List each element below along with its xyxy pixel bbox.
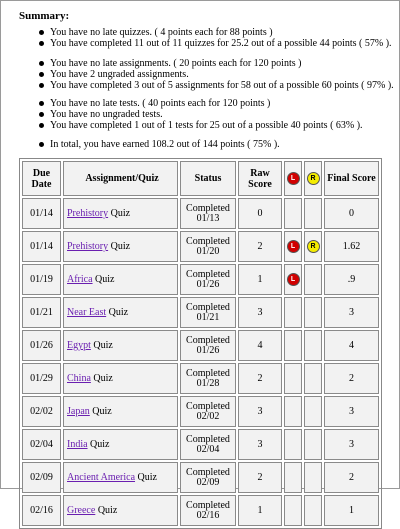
due-date-cell: 02/02	[22, 396, 61, 427]
final-score-cell: 2	[324, 462, 379, 493]
due-date-cell: 01/14	[22, 231, 61, 262]
assignment-type: Quiz	[93, 373, 113, 384]
resubmit-cell	[304, 198, 322, 229]
assignment-cell	[63, 264, 178, 295]
grades-table-body	[22, 198, 379, 526]
header-status: Status	[180, 161, 236, 196]
table-row	[22, 297, 379, 328]
table-row	[22, 396, 379, 427]
raw-score-cell: 2	[238, 363, 282, 394]
table-row	[22, 429, 379, 460]
status-text: Completed	[186, 433, 230, 445]
status-date: 01/20	[196, 245, 220, 257]
status-cell	[180, 495, 236, 526]
table-row	[22, 495, 379, 526]
resubmit-cell	[304, 462, 322, 493]
header-assignment: Assignment/Quiz	[63, 161, 178, 196]
late-cell	[284, 462, 302, 493]
resubmit-cell	[304, 396, 322, 427]
assignment-link[interactable]: Africa	[67, 274, 93, 285]
late-cell	[284, 198, 302, 229]
due-date-cell: 01/14	[22, 198, 61, 229]
assignment-cell	[63, 231, 178, 262]
header-due-date: Due Date	[22, 161, 61, 196]
status-date: 02/16	[196, 509, 220, 521]
resubmit-cell	[304, 330, 322, 361]
due-date-cell: 01/29	[22, 363, 61, 394]
assignment-summary-list	[37, 58, 394, 91]
status-date: 01/13	[196, 212, 220, 224]
assignment-type: Quiz	[110, 208, 131, 219]
assignment-cell	[63, 297, 178, 328]
status-cell	[180, 363, 236, 394]
status-text: Completed	[186, 499, 230, 511]
late-cell	[284, 330, 302, 361]
assignment-link[interactable]: Ancient America	[67, 472, 136, 483]
due-date-cell: 02/09	[22, 462, 61, 493]
assignment-link[interactable]: India	[67, 439, 88, 450]
status-text: Completed	[186, 334, 230, 346]
raw-score-cell: 3	[238, 297, 282, 328]
total-summary-item: In total, you have earned 108.2 out of 144 points ( 75% ).	[37, 139, 280, 150]
status-text: Completed	[186, 268, 230, 280]
assignment-cell	[63, 396, 178, 427]
assignment-type: Quiz	[108, 307, 129, 318]
status-date: 01/26	[196, 278, 220, 290]
quiz-summary-list	[37, 27, 392, 49]
table-row	[22, 363, 379, 394]
total-summary-list	[37, 139, 280, 150]
assignment-link[interactable]: Japan	[67, 406, 90, 417]
header-raw-score: Raw Score	[238, 161, 282, 196]
resubmit-icon: R	[307, 172, 320, 185]
late-icon: L	[287, 172, 300, 185]
table-row	[22, 462, 379, 493]
resubmit-cell	[304, 363, 322, 394]
status-date: 01/21	[196, 311, 220, 323]
resubmit-icon: R	[307, 240, 320, 253]
due-date-cell: 01/19	[22, 264, 61, 295]
final-score-cell: 0	[324, 198, 379, 229]
final-score-cell: 3	[324, 297, 379, 328]
status-date: 01/28	[196, 377, 220, 389]
table-row	[22, 198, 379, 229]
late-cell	[284, 396, 302, 427]
status-cell	[180, 462, 236, 493]
assignment-cell	[63, 429, 178, 460]
assignment-type: Quiz	[110, 241, 131, 252]
due-date-cell: 01/21	[22, 297, 61, 328]
assignment-link[interactable]: Near East	[67, 307, 107, 318]
test-summary-item: You have no late tests. ( 40 points each for 120 points )	[37, 98, 363, 109]
quiz-summary-item: You have no late quizzes. ( 4 points each for 88 points )	[37, 27, 392, 38]
final-score-cell: 3	[324, 396, 379, 427]
status-cell	[180, 396, 236, 427]
table-header-row	[22, 161, 379, 196]
raw-score-cell: 0	[238, 198, 282, 229]
status-text: Completed	[186, 301, 230, 313]
assignment-link[interactable]: Greece	[67, 505, 96, 516]
assignment-link[interactable]: Prehistory	[67, 241, 109, 252]
raw-score-cell: 2	[238, 231, 282, 262]
resubmit-cell	[304, 297, 322, 328]
status-cell	[180, 198, 236, 229]
test-summary-item: You have completed 1 out of 1 tests for 25 out of a possible 40 points ( 63% ).	[37, 120, 363, 131]
late-icon: L	[287, 273, 300, 286]
test-summary-list	[37, 98, 363, 131]
summary-title: Summary:	[19, 10, 70, 22]
late-cell	[284, 363, 302, 394]
assignment-cell	[63, 462, 178, 493]
final-score-cell: 2	[324, 363, 379, 394]
assignment-type: Quiz	[137, 472, 157, 483]
assignment-link[interactable]: China	[67, 373, 91, 384]
status-text: Completed	[186, 400, 230, 412]
final-score-cell: 1.62	[324, 231, 379, 262]
status-text: Completed	[186, 367, 230, 379]
assignment-type: Quiz	[95, 274, 115, 285]
raw-score-cell: 3	[238, 396, 282, 427]
raw-score-cell: 1	[238, 264, 282, 295]
raw-score-cell: 3	[238, 429, 282, 460]
assignment-type: Quiz	[90, 439, 110, 450]
assignment-type: Quiz	[92, 406, 112, 417]
late-icon: L	[287, 240, 300, 253]
header-final-score: Final Score	[324, 161, 379, 196]
header-late	[284, 161, 302, 196]
assignment-link[interactable]: Egypt	[67, 340, 91, 351]
assignment-summary-item: You have 2 ungraded assignments.	[37, 69, 394, 80]
table-row	[22, 231, 379, 262]
assignment-cell	[63, 363, 178, 394]
test-summary-item: You have no ungraded tests.	[37, 109, 363, 120]
header-resubmit	[304, 161, 322, 196]
assignment-cell	[63, 330, 178, 361]
assignment-cell	[63, 495, 178, 526]
raw-score-cell: 4	[238, 330, 282, 361]
final-score-cell: 3	[324, 429, 379, 460]
grades-table	[19, 158, 382, 529]
assignment-summary-item: You have completed 3 out of 5 assignments for 58 out of a possible 60 points ( 97% ).	[37, 80, 394, 91]
raw-score-cell: 1	[238, 495, 282, 526]
assignment-link[interactable]: Prehistory	[67, 208, 109, 219]
due-date-cell: 02/04	[22, 429, 61, 460]
raw-score-cell: 2	[238, 462, 282, 493]
late-cell	[284, 231, 302, 262]
late-cell	[284, 264, 302, 295]
status-cell	[180, 264, 236, 295]
resubmit-cell	[304, 231, 322, 262]
resubmit-cell	[304, 264, 322, 295]
status-text: Completed	[186, 235, 230, 247]
status-date: 02/04	[196, 443, 220, 455]
status-date: 02/02	[196, 410, 220, 422]
status-text: Completed	[186, 202, 230, 214]
status-cell	[180, 429, 236, 460]
late-cell	[284, 297, 302, 328]
resubmit-cell	[304, 429, 322, 460]
status-cell	[180, 330, 236, 361]
assignment-cell	[63, 198, 178, 229]
status-text: Completed	[186, 466, 230, 478]
final-score-cell: .9	[324, 264, 379, 295]
late-cell	[284, 495, 302, 526]
resubmit-cell	[304, 495, 322, 526]
final-score-cell: 4	[324, 330, 379, 361]
table-row	[22, 330, 379, 361]
status-cell	[180, 297, 236, 328]
late-cell	[284, 429, 302, 460]
due-date-cell: 01/26	[22, 330, 61, 361]
final-score-cell: 1	[324, 495, 379, 526]
due-date-cell: 02/16	[22, 495, 61, 526]
table-row	[22, 264, 379, 295]
quiz-summary-item: You have completed 11 out of 11 quizzes for 25.2 out of a possible 44 points ( 57% ).	[37, 38, 392, 49]
assignment-type: Quiz	[97, 505, 118, 516]
assignment-type: Quiz	[93, 340, 113, 351]
status-date: 01/26	[196, 344, 220, 356]
assignment-summary-item: You have no late assignments. ( 20 points each for 120 points )	[37, 58, 394, 69]
status-cell	[180, 231, 236, 262]
status-date: 02/09	[196, 476, 220, 488]
